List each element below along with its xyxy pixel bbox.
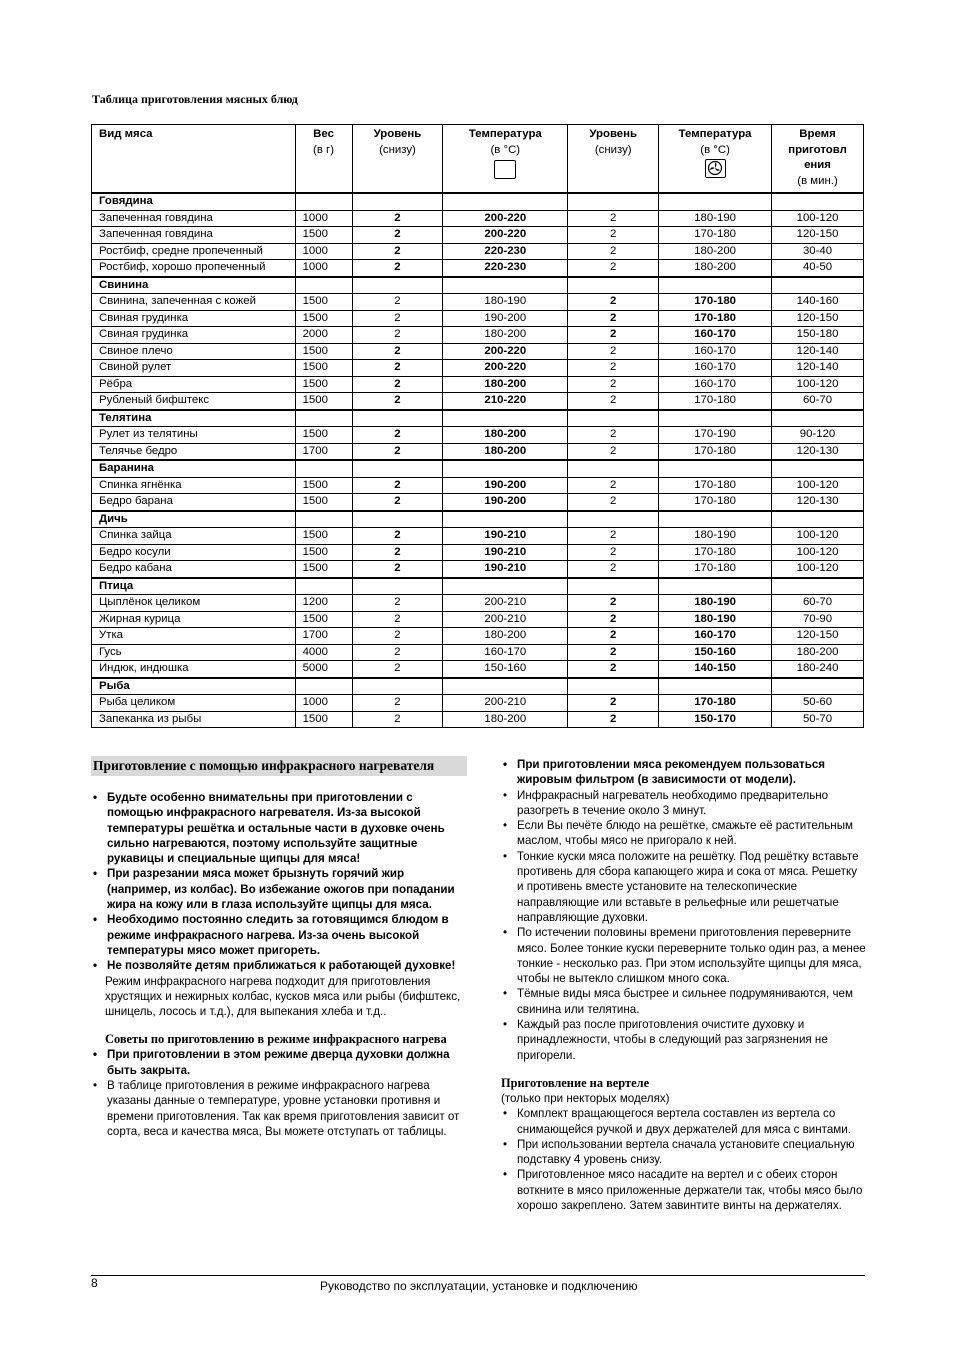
table-cell: 2 xyxy=(568,443,659,460)
table-cell: 170-180 xyxy=(659,310,772,327)
table-cell: 2 xyxy=(568,494,659,511)
table-cell: 120-150 xyxy=(772,310,864,327)
table-cell: 160-170 xyxy=(443,644,568,661)
category-empty-cell xyxy=(659,511,772,528)
table-row xyxy=(92,661,864,678)
category-empty-cell xyxy=(659,193,772,210)
table-cell: 180-240 xyxy=(772,661,864,678)
table-cell: 1500 xyxy=(295,427,352,444)
table-cell: Рыба целиком xyxy=(92,695,296,712)
table-cell: 1500 xyxy=(295,343,352,360)
table-cell: 1500 xyxy=(295,544,352,561)
table-cell: 2 xyxy=(568,695,659,712)
table-cell: 70-90 xyxy=(772,611,864,628)
table-cell: 50-60 xyxy=(772,695,864,712)
table-cell: Запеченная говядина xyxy=(92,210,296,227)
table-cell: 180-200 xyxy=(443,427,568,444)
table-row xyxy=(92,644,864,661)
list-item: • Каждый раз после приготовления очистите духовку и принадлежности, чтобы в следующий раз загрязнения не пригорели. xyxy=(501,1017,866,1063)
table-cell: 2 xyxy=(568,227,659,244)
table-cell: 200-210 xyxy=(443,611,568,628)
category-empty-cell xyxy=(568,678,659,695)
table-cell: 190-200 xyxy=(443,477,568,494)
table-cell: 140-150 xyxy=(659,661,772,678)
table-cell: 160-170 xyxy=(659,343,772,360)
header-temp-fan: Температура (в °C) xyxy=(659,125,772,194)
infrared-heading: Приготовление с помощью инфракрасного нагревателя xyxy=(91,756,467,776)
spit-heading: Приготовление на вертеле xyxy=(501,1075,650,1090)
table-cell: 100-120 xyxy=(772,477,864,494)
table-cell: 2 xyxy=(568,260,659,277)
page-number: 8 xyxy=(91,1276,98,1290)
table-cell: Свинина, запеченная с кожей xyxy=(92,294,296,311)
table-cell: 2 xyxy=(568,327,659,344)
table-cell: 170-180 xyxy=(659,443,772,460)
table-cell: 2 xyxy=(352,528,443,545)
table-cell: 2 xyxy=(352,628,443,645)
category-empty-cell xyxy=(443,678,568,695)
table-cell: 1500 xyxy=(295,310,352,327)
table-cell: 200-210 xyxy=(443,695,568,712)
table-cell: 1500 xyxy=(295,294,352,311)
table-cell: 170-180 xyxy=(659,695,772,712)
category-name: Рыба xyxy=(92,678,296,695)
table-cell: 2 xyxy=(352,393,443,410)
table-cell: 60-70 xyxy=(772,595,864,612)
table-cell: 140-160 xyxy=(772,294,864,311)
table-cell: 2 xyxy=(568,561,659,578)
category-empty-cell xyxy=(295,410,352,427)
category-empty-cell xyxy=(295,511,352,528)
list-item: • По истечении половины времени приготовления переверните мясо. Более тонкие куски переверните только один раз, а менее тонкие - несколько раз. При этом используйте щипцы для мяса, чтобы не вытекло слишком много сока. xyxy=(501,925,866,986)
table-cell: Запеканка из рыбы xyxy=(92,711,296,728)
spit-note: (только при некторых моделях) xyxy=(501,1091,670,1105)
table-cell: Утка xyxy=(92,628,296,645)
table-cell: 1700 xyxy=(295,628,352,645)
table-cell: Свиное плечо xyxy=(92,343,296,360)
table-cell: Жирная курица xyxy=(92,611,296,628)
table-cell: 120-140 xyxy=(772,360,864,377)
table-row xyxy=(92,595,864,612)
table-cell: Рёбра xyxy=(92,376,296,393)
table-cell: 200-210 xyxy=(443,595,568,612)
table-cell: 210-220 xyxy=(443,393,568,410)
table-cell: 170-190 xyxy=(659,427,772,444)
table-cell: 2 xyxy=(568,376,659,393)
table-cell: 2 xyxy=(568,393,659,410)
table-cell: Бедро барана xyxy=(92,494,296,511)
table-cell: 2 xyxy=(568,360,659,377)
table-cell: 1500 xyxy=(295,561,352,578)
table-cell: 2 xyxy=(352,544,443,561)
list-item: • При разрезании мяса может брызнуть горячий жир (например, из колбас). Во избежание ожогов при попадании жира на кожу или в глаза используйте щипцы для мяса. xyxy=(91,866,469,912)
category-name: Телятина xyxy=(92,410,296,427)
table-cell: Ростбиф, хорошо пропеченный xyxy=(92,260,296,277)
table-title: Таблица приготовления мясных блюд xyxy=(92,92,298,106)
table-cell: 2 xyxy=(568,611,659,628)
table-cell: 120-140 xyxy=(772,343,864,360)
category-empty-cell xyxy=(568,511,659,528)
table-row xyxy=(92,310,864,327)
category-empty-cell xyxy=(352,678,443,695)
table-cell: Рулет из телятины xyxy=(92,427,296,444)
table-cell: 1500 xyxy=(295,227,352,244)
table-cell: Ростбиф, средне пропеченный xyxy=(92,243,296,260)
category-row xyxy=(92,277,864,294)
header-temp-conventional: Температура (в °C) xyxy=(443,125,568,194)
table-row xyxy=(92,393,864,410)
header-weight: Вес (в г) xyxy=(295,125,352,194)
table-row xyxy=(92,494,864,511)
table-cell: 180-190 xyxy=(659,595,772,612)
table-cell: 170-180 xyxy=(659,294,772,311)
category-empty-cell xyxy=(352,193,443,210)
list-item: • Не позволяйте детям приближаться к работающей духовке! xyxy=(91,958,469,973)
table-cell: 150-160 xyxy=(659,644,772,661)
list-item: • При приготовлении в этом режиме дверца духовки должна быть закрыта. xyxy=(91,1047,469,1078)
table-cell: 2 xyxy=(352,477,443,494)
table-cell: 120-150 xyxy=(772,227,864,244)
table-cell: 150-160 xyxy=(443,661,568,678)
category-row xyxy=(92,460,864,477)
table-row xyxy=(92,443,864,460)
table-cell: 170-180 xyxy=(659,494,772,511)
list-item: • Если Вы печёте блюдо на решётке, смажьте её растительным маслом, чтобы мясо не пригорало к ней. xyxy=(501,818,866,849)
warnings-list xyxy=(91,790,469,974)
right-column xyxy=(501,757,866,1213)
table-row xyxy=(92,210,864,227)
table-cell: 1000 xyxy=(295,243,352,260)
table-cell: 180-190 xyxy=(659,528,772,545)
table-cell: 1500 xyxy=(295,477,352,494)
table-cell: 2 xyxy=(568,528,659,545)
table-cell: 1500 xyxy=(295,376,352,393)
table-cell: 2 xyxy=(568,343,659,360)
table-row xyxy=(92,477,864,494)
category-empty-cell xyxy=(352,460,443,477)
category-empty-cell xyxy=(772,277,864,294)
table-cell: 1000 xyxy=(295,210,352,227)
table-cell: 180-190 xyxy=(443,294,568,311)
table-cell: 2 xyxy=(352,661,443,678)
category-empty-cell xyxy=(568,578,659,595)
table-cell: 90-120 xyxy=(772,427,864,444)
spit-list xyxy=(501,1106,866,1213)
table-cell: 100-120 xyxy=(772,528,864,545)
table-cell: 170-180 xyxy=(659,227,772,244)
table-cell: 40-50 xyxy=(772,260,864,277)
list-item: • Инфракрасный нагреватель необходимо предварительно разогреть в течение около 3 минут. xyxy=(501,788,866,819)
table-cell: 2 xyxy=(352,644,443,661)
table-cell: 2 xyxy=(352,561,443,578)
table-cell: 2 xyxy=(352,443,443,460)
table-row xyxy=(92,544,864,561)
table-cell: 2 xyxy=(352,695,443,712)
table-cell: 2 xyxy=(352,427,443,444)
category-empty-cell xyxy=(443,511,568,528)
table-cell: 1500 xyxy=(295,528,352,545)
conventional-oven-icon xyxy=(494,160,516,179)
header-level-fan: Уровень (снизу) xyxy=(568,125,659,194)
list-item: • При использовании вертела сначала установите специальную подставку 4 уровень снизу. xyxy=(501,1137,866,1168)
right-tips-list xyxy=(501,757,866,1063)
header-meat-type: Вид мяса xyxy=(92,125,296,194)
list-item: • Комплект вращающегося вертела составлен из вертела со снимающейся ручкой и двух держателей для мяса с винтами. xyxy=(501,1106,866,1137)
table-cell: 180-200 xyxy=(443,327,568,344)
category-name: Птица xyxy=(92,578,296,595)
table-row xyxy=(92,561,864,578)
category-empty-cell xyxy=(443,277,568,294)
category-empty-cell xyxy=(568,277,659,294)
table-cell: 2 xyxy=(352,294,443,311)
table-row xyxy=(92,611,864,628)
table-cell: Свиной рулет xyxy=(92,360,296,377)
table-header-row xyxy=(92,125,864,194)
table-cell: 180-200 xyxy=(772,644,864,661)
category-name: Дичь xyxy=(92,511,296,528)
table-cell: 2 xyxy=(352,260,443,277)
category-row xyxy=(92,193,864,210)
header-cooking-time: Время приготовл ения (в мин.) xyxy=(772,125,864,194)
table-cell: 2 xyxy=(352,595,443,612)
category-empty-cell xyxy=(352,578,443,595)
table-cell: 2 xyxy=(568,544,659,561)
table-cell: 190-200 xyxy=(443,310,568,327)
category-empty-cell xyxy=(352,511,443,528)
category-empty-cell xyxy=(568,193,659,210)
table-cell: 180-200 xyxy=(659,243,772,260)
table-cell: 180-200 xyxy=(443,711,568,728)
infrared-section xyxy=(91,756,469,1139)
table-cell: 2 xyxy=(352,243,443,260)
table-cell: 160-170 xyxy=(659,327,772,344)
category-empty-cell xyxy=(295,578,352,595)
table-cell: 2 xyxy=(568,661,659,678)
table-cell: 160-170 xyxy=(659,360,772,377)
table-row xyxy=(92,294,864,311)
table-cell: 2 xyxy=(568,427,659,444)
table-cell: 160-170 xyxy=(659,376,772,393)
table-cell: 100-120 xyxy=(772,561,864,578)
table-cell: 170-180 xyxy=(659,393,772,410)
category-empty-cell xyxy=(352,410,443,427)
table-cell: 1500 xyxy=(295,611,352,628)
category-row xyxy=(92,578,864,595)
category-empty-cell xyxy=(443,410,568,427)
table-cell: 200-220 xyxy=(443,343,568,360)
category-row xyxy=(92,678,864,695)
category-name: Баранина xyxy=(92,460,296,477)
list-item: • В таблице приготовления в режиме инфракрасного нагрева указаны данные о температуре, уровне установки противня и времени приготовления. Так как время приготовления зависит от сорта, веса и качества мяса, Вы можете отступать от таблицы. xyxy=(91,1078,469,1139)
table-cell: 2 xyxy=(568,628,659,645)
table-cell: 5000 xyxy=(295,661,352,678)
table-row xyxy=(92,260,864,277)
table-cell: 200-220 xyxy=(443,210,568,227)
table-cell: 1200 xyxy=(295,595,352,612)
list-item: • Необходимо постоянно следить за готовящимся блюдом в режиме инфракрасного нагрева. Из-за очень высокой температуры мясо может пригореть. xyxy=(91,912,469,958)
category-empty-cell xyxy=(659,277,772,294)
header-level-conventional: Уровень (снизу) xyxy=(352,125,443,194)
table-cell: Спинка ягнёнка xyxy=(92,477,296,494)
table-cell: 2 xyxy=(352,327,443,344)
footer-text: Руководство по эксплуатации, установке и подключению xyxy=(320,1279,638,1293)
table-cell: 2 xyxy=(352,376,443,393)
table-cell: 2 xyxy=(568,595,659,612)
category-empty-cell xyxy=(568,460,659,477)
table-cell: Свиная грудинка xyxy=(92,310,296,327)
table-cell: 2 xyxy=(352,494,443,511)
table-cell: 2 xyxy=(568,644,659,661)
table-row xyxy=(92,360,864,377)
list-item: • Тонкие куски мяса положите на решётку. Под решётку вставьте противень для сбора капающего жира и сока от мяса. Решетку и противень вместе установите на телескопические направляющие или вставьте в рельефные или решетчатые направляющие духовки. xyxy=(501,849,866,925)
table-cell: 180-190 xyxy=(659,611,772,628)
table-cell: 1500 xyxy=(295,711,352,728)
table-cell: 120-130 xyxy=(772,494,864,511)
table-cell: 60-70 xyxy=(772,393,864,410)
category-empty-cell xyxy=(443,460,568,477)
list-item: • При приготовлении мяса рекомендуем пользоваться жировым фильтром (в зависимости от модели). xyxy=(501,757,866,788)
table-cell: 180-200 xyxy=(443,443,568,460)
category-empty-cell xyxy=(772,511,864,528)
table-cell: 1700 xyxy=(295,443,352,460)
tips-heading: Советы по приготовлению в режиме инфракрасного нагрева xyxy=(105,1032,447,1047)
table-cell: 2 xyxy=(352,343,443,360)
table-cell: 2 xyxy=(352,310,443,327)
table-cell: 2000 xyxy=(295,327,352,344)
table-cell: 190-210 xyxy=(443,561,568,578)
category-empty-cell xyxy=(659,578,772,595)
table-cell: 150-170 xyxy=(659,711,772,728)
table-cell: 200-220 xyxy=(443,360,568,377)
category-empty-cell xyxy=(443,193,568,210)
table-cell: Цыплёнок целиком xyxy=(92,595,296,612)
table-cell: 2 xyxy=(568,294,659,311)
table-cell: 180-200 xyxy=(443,628,568,645)
category-empty-cell xyxy=(295,277,352,294)
table-cell: 50-70 xyxy=(772,711,864,728)
table-cell: 170-180 xyxy=(659,477,772,494)
tips-list xyxy=(91,1047,469,1139)
category-row xyxy=(92,410,864,427)
category-name: Свинина xyxy=(92,277,296,294)
table-row xyxy=(92,343,864,360)
table-row xyxy=(92,243,864,260)
table-cell: 170-180 xyxy=(659,544,772,561)
table-cell: 150-180 xyxy=(772,327,864,344)
table-cell: 200-220 xyxy=(443,227,568,244)
table-cell: 2 xyxy=(352,711,443,728)
table-row xyxy=(92,427,864,444)
table-cell: Бедро кабана xyxy=(92,561,296,578)
table-cell: 2 xyxy=(568,711,659,728)
category-row xyxy=(92,511,864,528)
table-cell: 120-150 xyxy=(772,628,864,645)
category-empty-cell xyxy=(772,460,864,477)
category-name: Говядина xyxy=(92,193,296,210)
category-empty-cell xyxy=(659,678,772,695)
table-cell: 2 xyxy=(568,243,659,260)
list-item: • Приготовленное мясо насадите на вертел и с обеих сторон воткните в мясо приложенные держатели так, чтобы мясо было хорошо закреплено. Затем завинтите винты на держателях. xyxy=(501,1167,866,1213)
table-cell: 2 xyxy=(352,210,443,227)
category-empty-cell xyxy=(295,193,352,210)
table-cell: 100-120 xyxy=(772,544,864,561)
table-cell: 1500 xyxy=(295,494,352,511)
table-cell: 100-120 xyxy=(772,210,864,227)
list-item: • Будьте особенно внимательны при приготовлении с помощью инфракрасного нагревателя. Из-за высокой температуры решётка и остальные части в духовке очень сильно нагреваются, поэтому используйте защитные рукавицы и специальные щипцы для мяса! xyxy=(91,790,469,866)
table-cell: 160-170 xyxy=(659,628,772,645)
table-cell: 190-200 xyxy=(443,494,568,511)
table-cell: Индюк, индюшка xyxy=(92,661,296,678)
table-cell: Гусь xyxy=(92,644,296,661)
table-row xyxy=(92,628,864,645)
table-cell: 1000 xyxy=(295,260,352,277)
category-empty-cell xyxy=(772,410,864,427)
table-body xyxy=(92,193,864,728)
table-row xyxy=(92,695,864,712)
table-row xyxy=(92,227,864,244)
table-cell: 220-230 xyxy=(443,260,568,277)
table-cell: 2 xyxy=(352,611,443,628)
category-empty-cell xyxy=(295,460,352,477)
table-cell: 220-230 xyxy=(443,243,568,260)
table-cell: Свиная грудинка xyxy=(92,327,296,344)
category-empty-cell xyxy=(772,678,864,695)
category-empty-cell xyxy=(443,578,568,595)
table-row xyxy=(92,528,864,545)
table-cell: 180-190 xyxy=(659,210,772,227)
fan-oven-icon xyxy=(705,159,726,178)
table-cell: Рубленый бифштекс xyxy=(92,393,296,410)
table-cell: Спинка зайца xyxy=(92,528,296,545)
table-cell: 2 xyxy=(568,310,659,327)
category-empty-cell xyxy=(352,277,443,294)
table-cell: 120-130 xyxy=(772,443,864,460)
table-cell: 2 xyxy=(352,227,443,244)
category-empty-cell xyxy=(772,578,864,595)
category-empty-cell xyxy=(772,193,864,210)
table-row xyxy=(92,376,864,393)
category-empty-cell xyxy=(295,678,352,695)
table-cell: 2 xyxy=(352,360,443,377)
category-empty-cell xyxy=(568,410,659,427)
table-row xyxy=(92,327,864,344)
table-cell: 100-120 xyxy=(772,376,864,393)
table-row xyxy=(92,711,864,728)
table-cell: Бедро косули xyxy=(92,544,296,561)
category-empty-cell xyxy=(659,410,772,427)
table-cell: 190-210 xyxy=(443,528,568,545)
table-cell: Запеченная говядина xyxy=(92,227,296,244)
table-cell: 180-200 xyxy=(659,260,772,277)
category-empty-cell xyxy=(659,460,772,477)
table-cell: 180-200 xyxy=(443,376,568,393)
table-cell: 30-40 xyxy=(772,243,864,260)
table-cell: 2 xyxy=(568,477,659,494)
table-cell: 2 xyxy=(568,210,659,227)
list-item: • Тёмные виды мяса быстрее и сильнее подрумяниваются, чем свинина или телятина. xyxy=(501,986,866,1017)
table-cell: 1500 xyxy=(295,360,352,377)
table-cell: 4000 xyxy=(295,644,352,661)
table-cell: 1000 xyxy=(295,695,352,712)
table-cell: Телячье бедро xyxy=(92,443,296,460)
infrared-paragraph: Режим инфракрасного нагрева подходит для приготовления хрустящих и нежирных колбас, кусков мяса или рыбы (бифштекс, шницель, лосось и т.д.), для выпекания хлеба и т.д.. xyxy=(105,974,461,1019)
footer-divider xyxy=(91,1275,865,1276)
table-cell: 190-210 xyxy=(443,544,568,561)
table-cell: 170-180 xyxy=(659,561,772,578)
table-cell: 1500 xyxy=(295,393,352,410)
meat-cooking-table xyxy=(91,124,864,728)
